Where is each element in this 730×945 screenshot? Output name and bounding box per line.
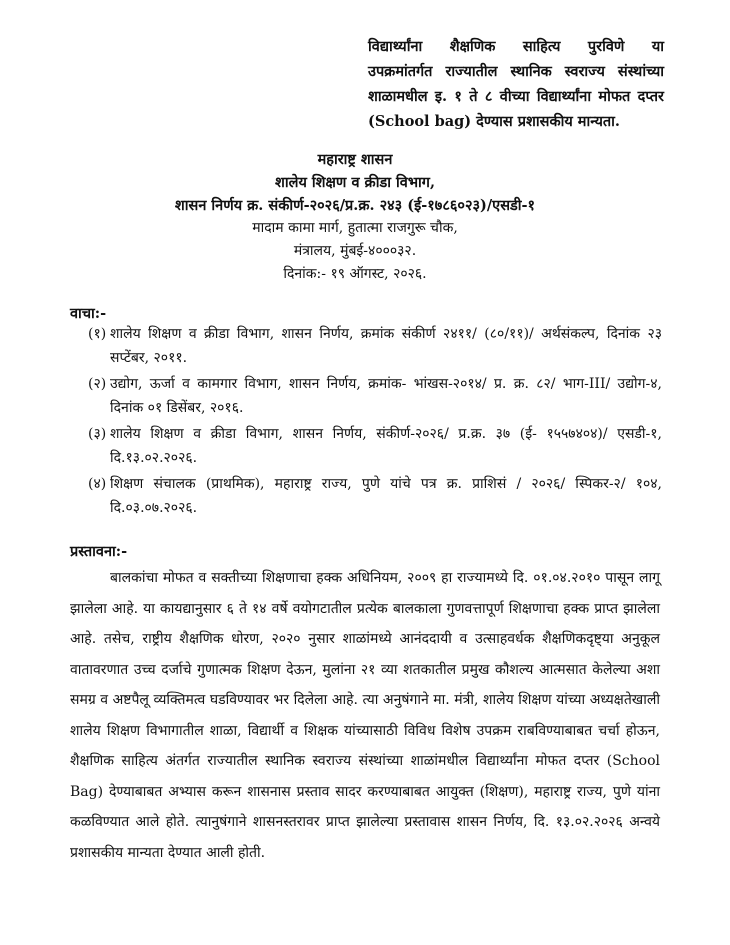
address-line: मंत्रालय, मुंबई-४०००३२. [293, 243, 417, 259]
reference-text: शिक्षण संचालक (प्राथमिक), महाराष्ट्र राज्य, पुणे यांचे पत्र क्र. प्राशिसं / २०२६/ स्पिकर-२/ १०४, दि.०३.०७.२०२६. [110, 476, 662, 516]
subject-line: शाळामधील इ. १ ते ८ वीच्या विद्यार्थ्यांना मोफत दप्तर [368, 88, 664, 105]
department-name: शालेय शिक्षण व क्रीडा विभाग, [275, 174, 435, 191]
reference-item [88, 372, 662, 420]
preamble-paragraph: बालकांचा मोफत व सक्तीच्या शिक्षणाचा हक्क अधिनियम, २००९ हा राज्यामध्ये दि. ०१.०४.२०१० पासून लागू झालेला आहे. या कायद्यानुसार ६ ते १४ वर्षे वयोगटातील प्रत्येक बालकाला गुणवत्तापूर्ण शिक्षणाचा हक्क प्राप्त झालेला आहे. तसेच, राष्ट्रीय शैक्षणिक धोरण, २०२० नुसार शाळांमध्ये आनंददायी व उत्साहवर्धक शैक्षणिकदृष्ट्या अनुकूल वातावरणात उच्च दर्जाचे गुणात्मक शिक्षण देऊन, मुलांना २१ व्या शतकातील प्रमुख कौशल्य आत्मसात केलेल्या अशा समग्र व अष्टपैलू व्यक्तिमत्व घडविण्यावर भर दिलेला आहे. त्या अनुषंगाने मा. मंत्री, शालेय शिक्षण यांच्या अध्यक्षतेखाली शालेय शिक्षण विभागातील शाळा, विद्यार्थी व शिक्षक यांच्यासाठी विविध विशेष उपक्रम राबविण्याबाबत चर्चा होऊन, शैक्षणिक साहित्य अंतर्गत राज्यातील स्थानिक स्वराज्य संस्थांच्या शाळांमधील विद्यार्थ्यांना मोफत दप्तर (School Bag) देण्याबाबत अभ्यास करून शासनास प्रस्ताव सादर करण्याबाबत आयुक्त (शिक्षण), महाराष्ट्र राज्य, पुणे यांना कळविण्यात आले होते. त्यानुषंगाने शासनस्तरावर प्राप्त झालेल्या प्रस्तावास शासन निर्णय, दि. १३.०२.२०२६ अन्वये प्रशासकीय मान्यता देण्यात आली होती. [70, 570, 660, 861]
government-name: महाराष्ट्र शासन [317, 151, 393, 168]
document-date: दिनांक:- १९ ऑगस्ट, २०२६. [283, 266, 427, 282]
reference-number: (३) [88, 426, 107, 442]
document-header [60, 148, 650, 286]
subject-line: विद्यार्थ्यांना शैक्षणिक साहित्य पुरविणे या [368, 38, 664, 55]
reference-text: शालेय शिक्षण व क्रीडा विभाग, शासन निर्णय, संकीर्ण-२०२६/ प्र.क्र. ३७ (ई- १५५७४०४)/ एसडी-१, दि.१३.०२.२०२६. [110, 426, 662, 466]
subject-line: (School bag) देण्यास प्रशासकीय मान्यता. [368, 113, 620, 130]
references-list [88, 322, 662, 522]
reference-text: उद्योग, ऊर्जा व कामगार विभाग, शासन निर्णय, क्रमांक- भांखस-२०१४/ प्र. क्र. ८२/ भाग-III/ उद्योग-४, दिनांक ०१ डिसेंबर, २०१६. [110, 376, 662, 416]
preamble-title: प्रस्तावना:- [70, 543, 128, 560]
address-line: मादाम कामा मार्ग, हुतात्मा राजगुरू चौक, [252, 220, 458, 236]
reference-item [88, 472, 662, 520]
reference-item [88, 422, 662, 470]
reference-item [88, 322, 662, 370]
reference-number: (१) [88, 326, 107, 342]
gr-number: शासन निर्णय क्र. संकीर्ण-२०२६/प्र.क्र. २४३ (ई-१७८६०२३)/एसडी-१ [174, 197, 536, 214]
reference-number: (२) [88, 376, 107, 392]
subject-line: उपक्रमांतर्गत राज्यातील स्थानिक स्वराज्य संस्थांच्या [368, 63, 664, 80]
subject-block [368, 34, 664, 134]
references-title: वाचा:- [70, 305, 107, 322]
reference-text: शालेय शिक्षण व क्रीडा विभाग, शासन निर्णय, क्रमांक संकीर्ण २४११/ (८०/११)/ अर्थसंकल्प, दिनांक २३ सप्टेंबर, २०११. [110, 326, 662, 366]
reference-number: (४) [88, 476, 107, 492]
